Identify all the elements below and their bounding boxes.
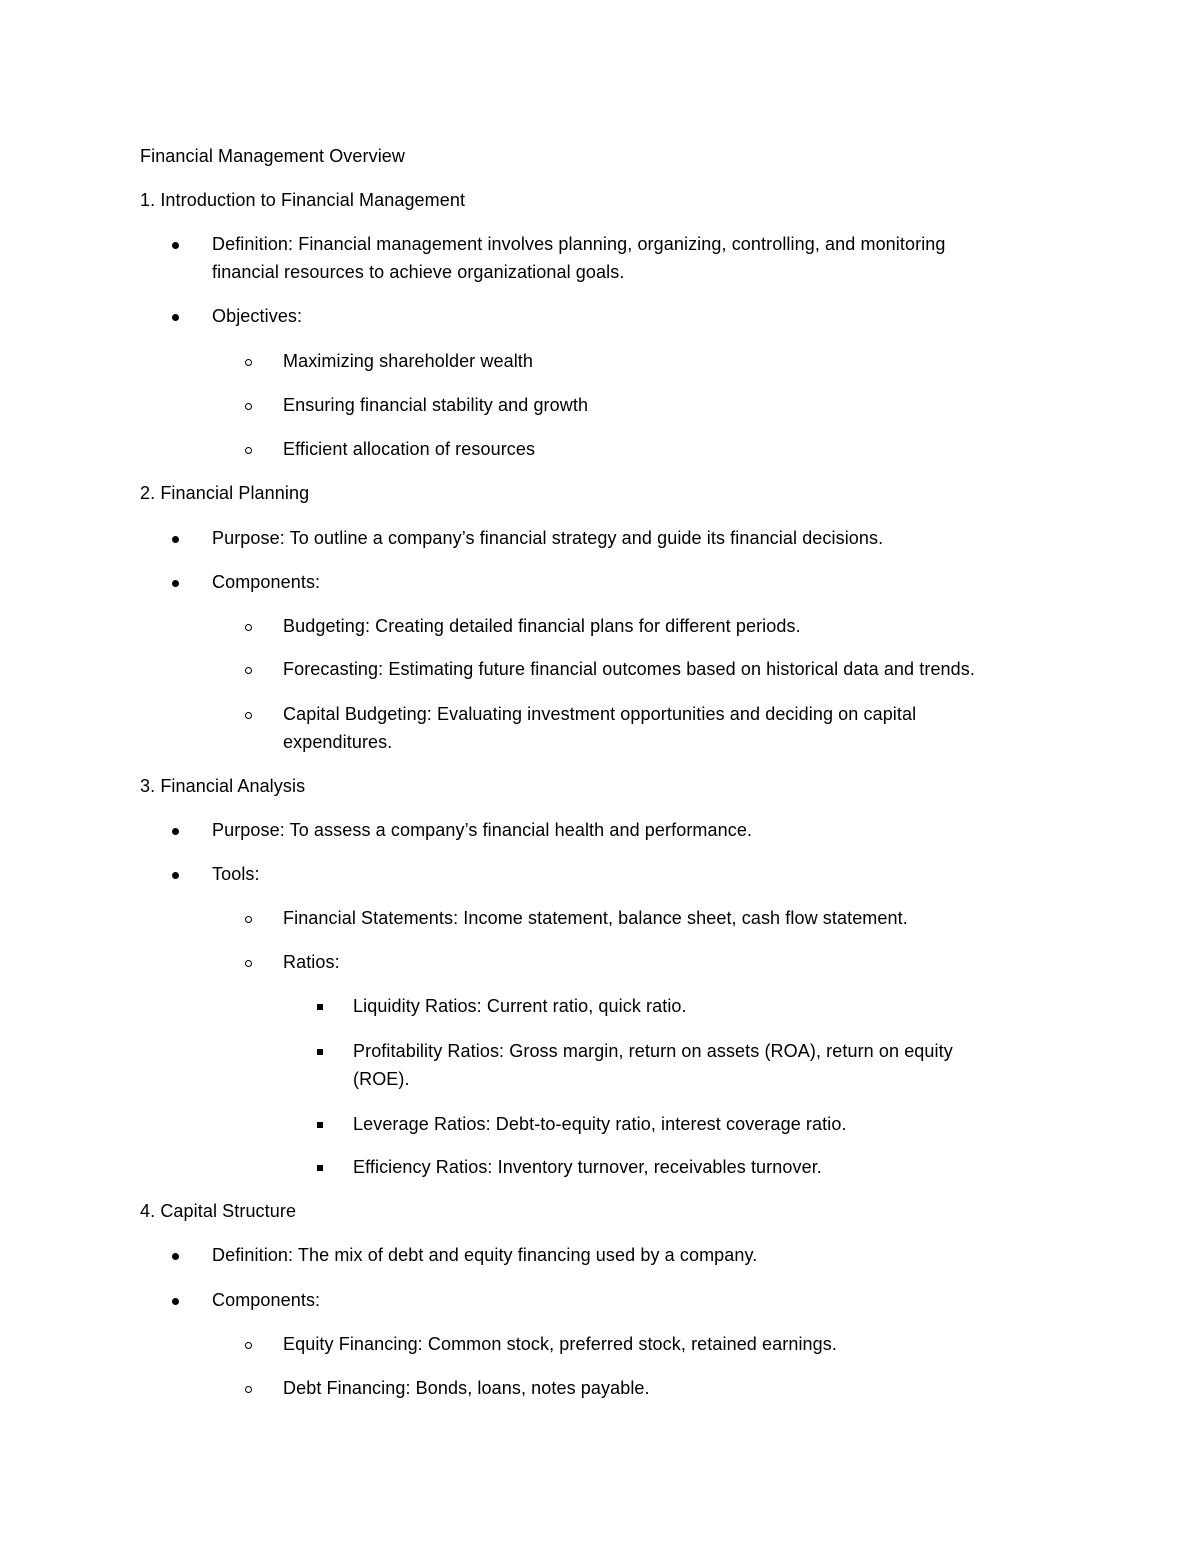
circle-bullet-icon [245, 394, 252, 416]
circle-bullet-icon [245, 350, 252, 372]
bullet-icon [172, 1289, 179, 1311]
sub-list-item: Budgeting: Creating detailed financial plans for different periods. [283, 616, 801, 636]
sub-list-item-continuation: expenditures. [283, 732, 393, 752]
list-item: Tools: [212, 864, 260, 884]
sub-list-item: Debt Financing: Bonds, loans, notes payable. [283, 1378, 650, 1398]
list-item: Definition: Financial management involves planning, organizing, controlling, and monitoring [212, 234, 946, 254]
sub-sub-list-item: Liquidity Ratios: Current ratio, quick ratio. [353, 996, 687, 1016]
sub-sub-list-item: Efficiency Ratios: Inventory turnover, receivables turnover. [353, 1157, 822, 1177]
document-title: Financial Management Overview [140, 146, 406, 166]
sub-list-item: Ensuring financial stability and growth [283, 395, 589, 415]
sub-sub-list-item-continuation: (ROE). [353, 1069, 410, 1089]
list-item: Components: [212, 1290, 321, 1310]
circle-bullet-icon [245, 907, 252, 929]
list-item-continuation: financial resources to achieve organizational goals. [212, 262, 625, 282]
square-bullet-icon [317, 1040, 323, 1062]
square-bullet-icon [317, 995, 323, 1017]
bullet-icon [172, 233, 179, 255]
bullet-icon [172, 305, 179, 327]
circle-bullet-icon [245, 658, 252, 680]
sub-sub-list-item: Leverage Ratios: Debt-to-equity ratio, interest coverage ratio. [353, 1114, 847, 1134]
sub-list-item: Capital Budgeting: Evaluating investment opportunities and deciding on capital [283, 704, 917, 724]
square-bullet-icon [317, 1113, 323, 1135]
sub-list-item: Financial Statements: Income statement, balance sheet, cash flow statement. [283, 908, 908, 928]
bullet-icon [172, 527, 179, 549]
sub-sub-list-item: Profitability Ratios: Gross margin, return on assets (ROA), return on equity [353, 1041, 953, 1061]
circle-bullet-icon [245, 615, 252, 637]
sub-list-item: Ratios: [283, 952, 340, 972]
circle-bullet-icon [245, 703, 252, 725]
sub-list-item: Efficient allocation of resources [283, 439, 536, 459]
list-item: Definition: The mix of debt and equity financing used by a company. [212, 1245, 758, 1265]
circle-bullet-icon [245, 1333, 252, 1355]
list-item: Purpose: To assess a company’s financial health and performance. [212, 820, 753, 840]
section-heading: 2. Financial Planning [140, 483, 310, 503]
list-item: Purpose: To outline a company’s financial strategy and guide its financial decisions. [212, 528, 884, 548]
square-bullet-icon [317, 1156, 323, 1178]
circle-bullet-icon [245, 1377, 252, 1399]
sub-list-item: Equity Financing: Common stock, preferred stock, retained earnings. [283, 1334, 837, 1354]
list-item: Components: [212, 572, 321, 592]
list-item: Objectives: [212, 306, 303, 326]
section-heading: 1. Introduction to Financial Management [140, 190, 466, 210]
bullet-icon [172, 819, 179, 841]
bullet-icon [172, 571, 179, 593]
circle-bullet-icon [245, 438, 252, 460]
sub-list-item: Forecasting: Estimating future financial outcomes based on historical data and trends. [283, 659, 975, 679]
section-heading: 3. Financial Analysis [140, 776, 306, 796]
section-heading: 4. Capital Structure [140, 1201, 297, 1221]
circle-bullet-icon [245, 951, 252, 973]
bullet-icon [172, 863, 179, 885]
bullet-icon [172, 1244, 179, 1266]
sub-list-item: Maximizing shareholder wealth [283, 351, 534, 371]
